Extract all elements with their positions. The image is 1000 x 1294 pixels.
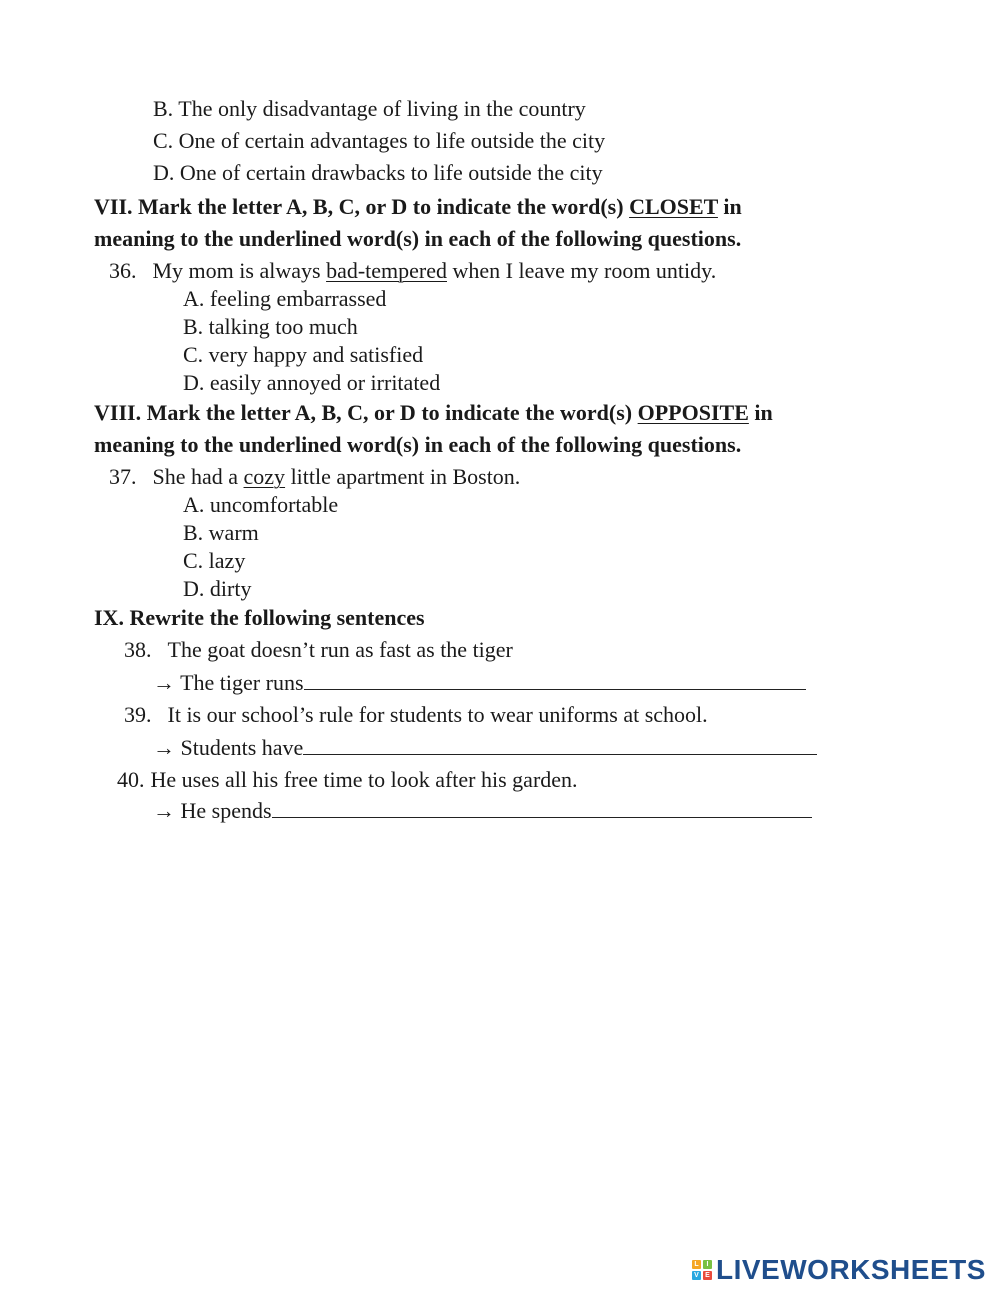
section8-heading-line2: meaning to the underlined word(s) in each of the following questions. (94, 432, 742, 457)
q36-text-post: when I leave my room untidy. (447, 258, 717, 283)
q36-option-a[interactable]: A. feeling embarrassed (183, 286, 387, 311)
q37-number: 37. (109, 464, 137, 489)
q39-text: It is our school’s rule for students to wear uniforms at school. (167, 702, 708, 727)
logo-icon-tile-v: V (692, 1271, 701, 1280)
q37-underlined-word: cozy (243, 464, 286, 489)
q38-number: 38. (124, 637, 152, 662)
section8-heading-line1 (94, 400, 773, 426)
section7-heading-line1 (94, 194, 742, 220)
q39-number: 39. (124, 702, 152, 727)
q36-option-d[interactable]: D. easily annoyed or irritated (183, 370, 441, 395)
q35-option-d: D. One of certain drawbacks to life outside the city (153, 160, 603, 185)
q37-text-pre: She had a (152, 464, 244, 489)
q36-underlined-word: bad-tempered (326, 258, 447, 283)
q40-stem (117, 767, 578, 793)
q38-answer-line (153, 669, 806, 696)
logo-icon-tile-l: L (692, 1260, 701, 1269)
section7-heading-line2: meaning to the underlined word(s) in each of the following questions. (94, 226, 742, 251)
q37-text-post: little apartment in Boston. (285, 464, 521, 489)
logo-icon-tile-i: I (703, 1260, 712, 1269)
section8-heading-text: VIII. Mark the letter A, B, C, or D to indicate the word(s) (94, 400, 638, 425)
liveworksheets-logo (692, 1255, 986, 1285)
q36-option-b[interactable]: B. talking too much (183, 314, 358, 339)
q36-stem (109, 258, 716, 284)
liveworksheets-logo-icon (692, 1260, 712, 1280)
q38-text: The goat doesn’t run as fast as the tiger (167, 637, 513, 662)
q36-option-c[interactable]: C. very happy and satisfied (183, 342, 424, 367)
q40-answer-line (153, 797, 812, 824)
q37-stem (109, 464, 520, 490)
q39-answer-blank[interactable] (303, 734, 817, 755)
q39-prompt: → Students have (153, 735, 304, 760)
q37-option-a[interactable]: A. uncomfortable (183, 492, 339, 517)
q37-option-d[interactable]: D. dirty (183, 576, 252, 601)
q40-answer-blank[interactable] (272, 797, 812, 818)
logo-icon-tile-e: E (703, 1271, 712, 1280)
q35-option-c: C. One of certain advantages to life outside the city (153, 128, 606, 153)
section8-heading-end: in (748, 400, 773, 425)
q37-option-b[interactable]: B. warm (183, 520, 259, 545)
liveworksheets-logo-text: LIVEWORKSHEETS (716, 1254, 986, 1285)
q38-stem (124, 637, 513, 663)
section7-heading-end: in (717, 194, 742, 219)
section8-keyword: OPPOSITE (637, 400, 749, 425)
q40-number: 40. (117, 767, 145, 792)
q39-answer-line (153, 734, 817, 761)
q36-number: 36. (109, 258, 137, 283)
q40-text: He uses all his free time to look after his garden. (150, 767, 578, 792)
q38-answer-blank[interactable] (304, 669, 806, 690)
q36-text-pre: My mom is always (152, 258, 327, 283)
q35-option-b: B. The only disadvantage of living in the country (153, 96, 586, 121)
q37-option-c[interactable]: C. lazy (183, 548, 246, 573)
q39-stem (124, 702, 708, 728)
q38-prompt: → The tiger runs (153, 670, 304, 695)
section7-heading-text: VII. Mark the letter A, B, C, or D to indicate the word(s) (94, 194, 630, 219)
section7-keyword: CLOSET (629, 194, 718, 219)
q40-prompt: → He spends (153, 798, 272, 823)
section9-heading: IX. Rewrite the following sentences (94, 605, 425, 630)
